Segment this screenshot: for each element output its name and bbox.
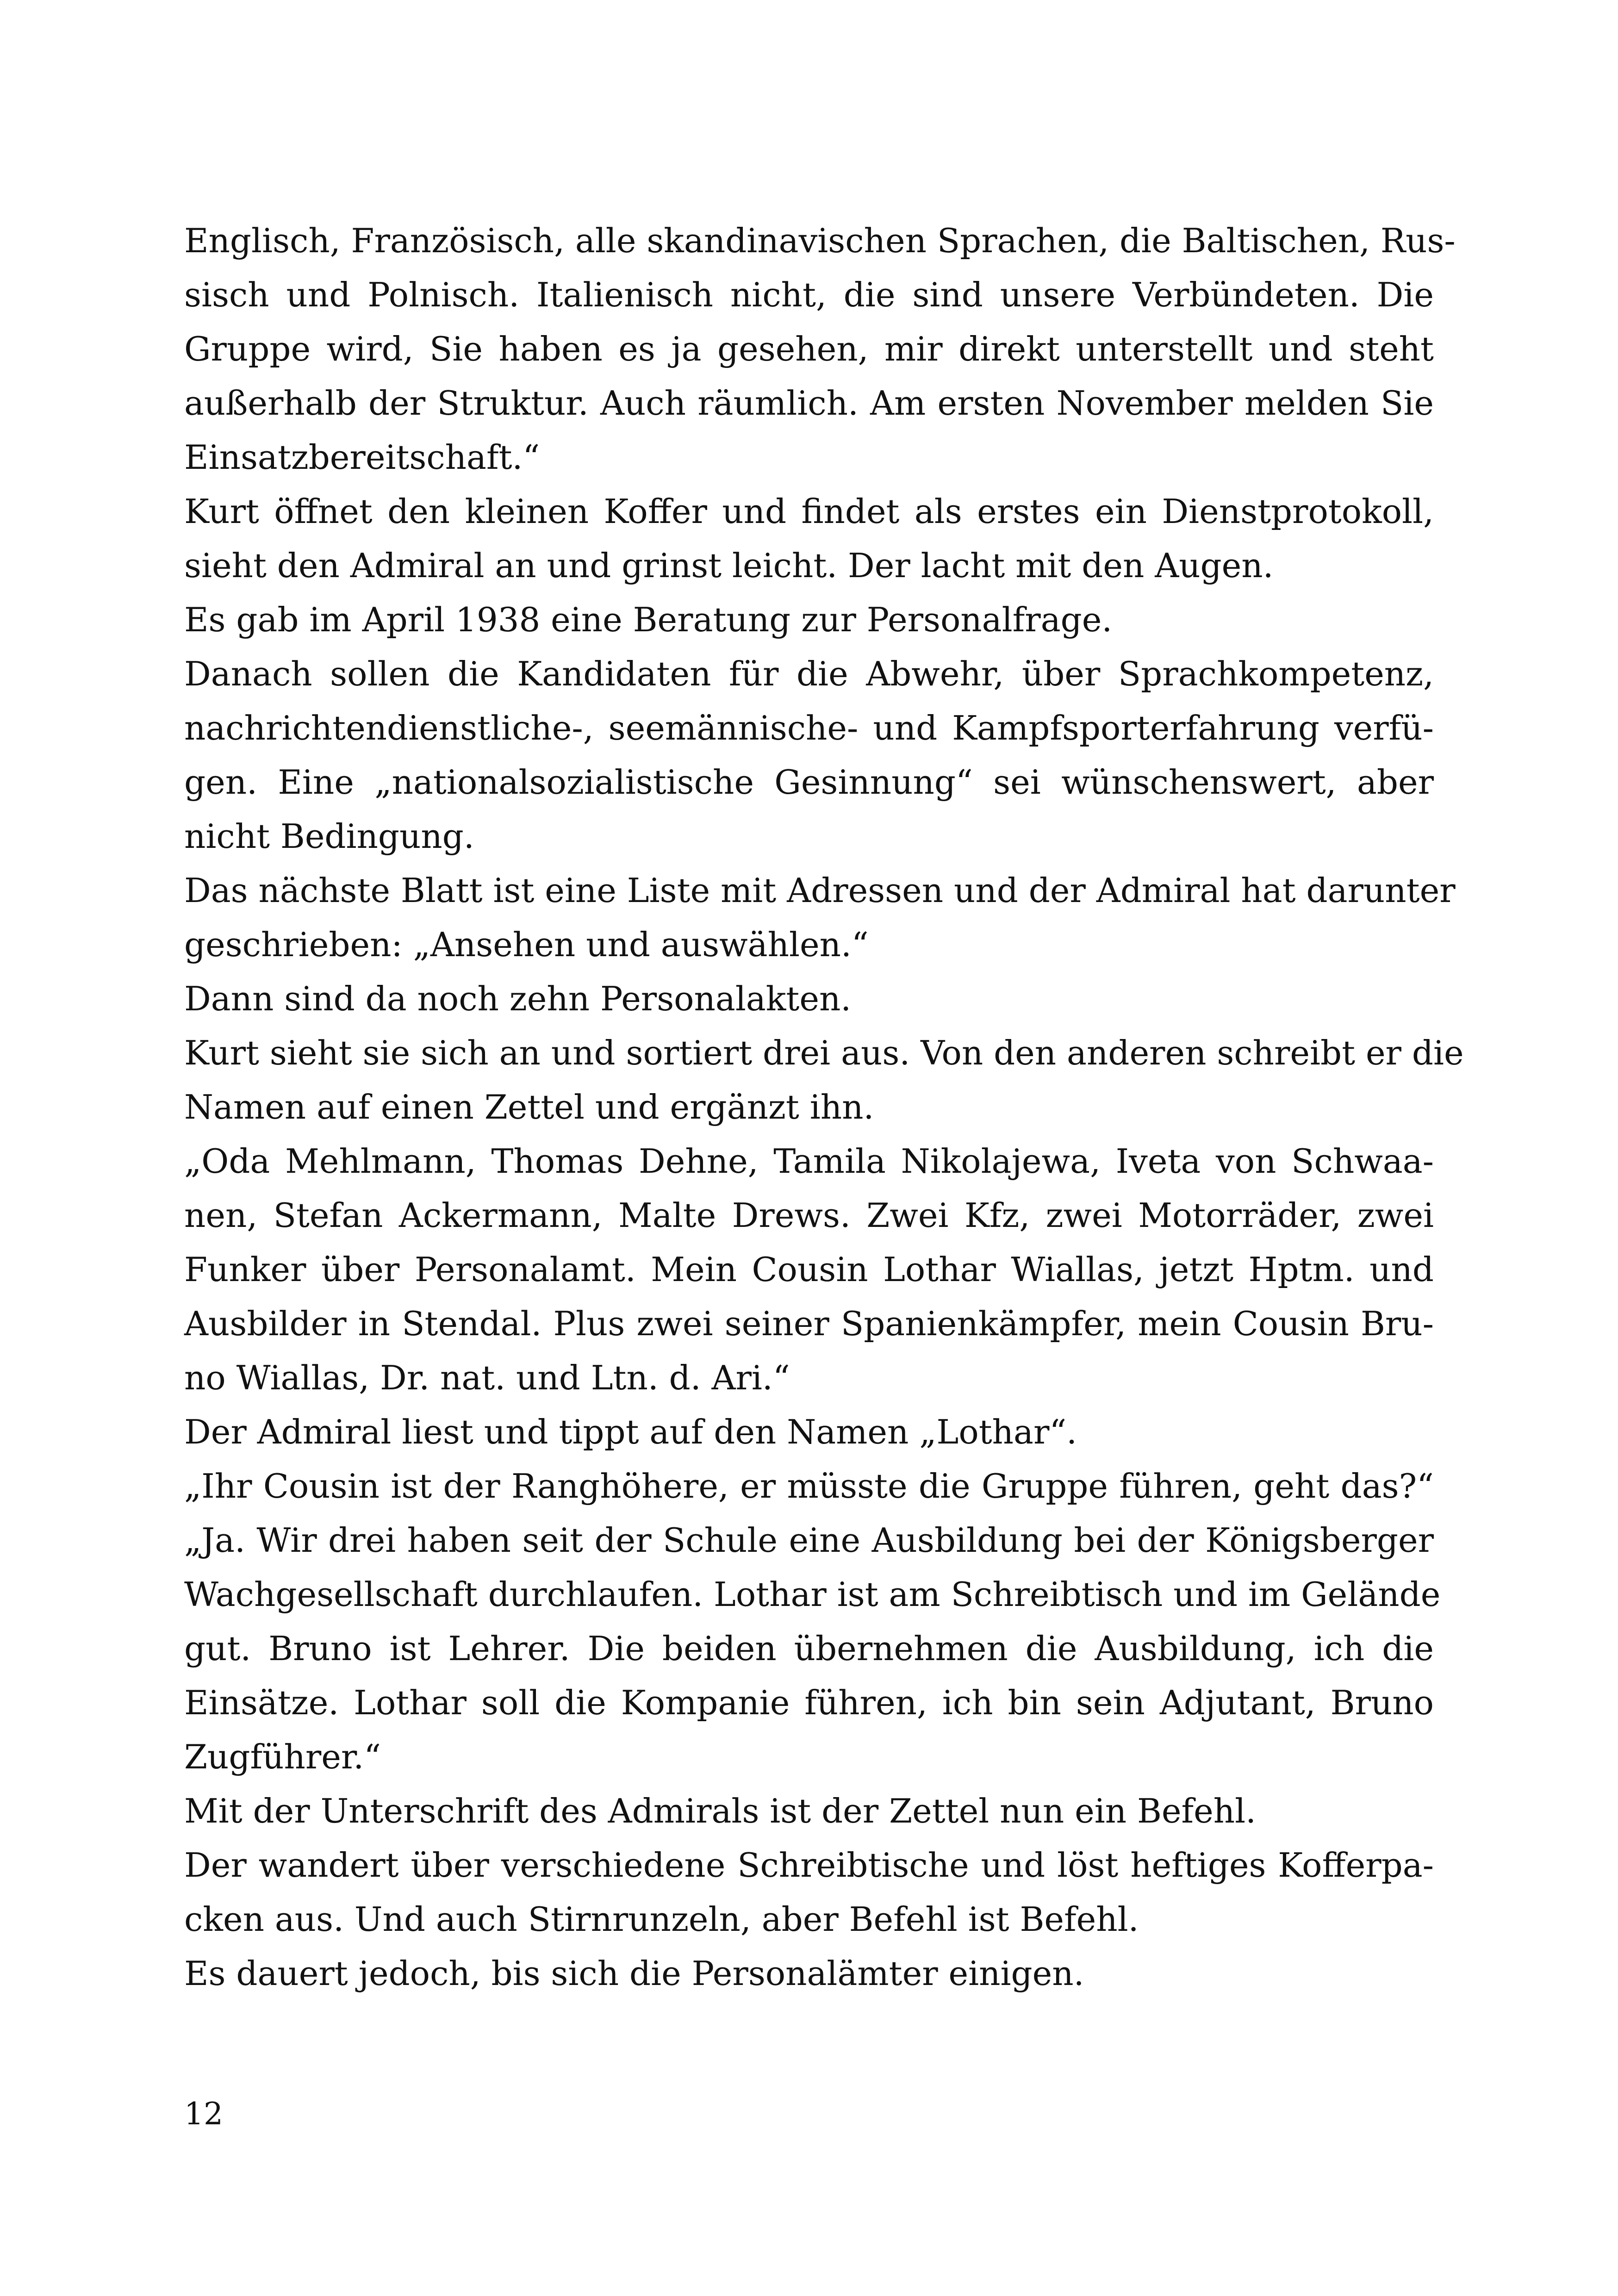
text-line: Wachgesellschaft durchlaufen. Lothar ist am Schreibtisch und im Gelände [184, 1575, 1441, 1614]
text-line: Das nächste Blatt ist eine Liste mit Adressen und der Admiral hat darunter [184, 871, 1456, 910]
text-line: sisch und Polnisch. Italienisch nicht, die sind unsere Verbündeten. Die [184, 275, 1434, 314]
text-line: gen. Eine „nationalsozialistische Gesinnung“ sei wünschenswert, aber [184, 763, 1434, 802]
text-line: „Oda Mehlmann, Thomas Dehne, Tamila Nikolajewa, Iveta von Schwaa- [184, 1142, 1434, 1181]
text-line: cken aus. Und auch Stirnrunzeln, aber Befehl ist Befehl. [184, 1900, 1139, 1939]
text-line: Danach sollen die Kandidaten für die Abwehr, über Sprachkompetenz, [184, 654, 1434, 693]
text-line: nen, Stefan Ackermann, Malte Drews. Zwei Kfz, zwei Motorräder, zwei [184, 1196, 1434, 1235]
text-line: Es gab im April 1938 eine Beratung zur Personalfrage. [184, 600, 1113, 639]
text-line: gut. Bruno ist Lehrer. Die beiden übernehmen die Ausbildung, ich die [184, 1629, 1434, 1668]
page-number: 12 [184, 2096, 223, 2132]
text-line: no Wiallas, Dr. nat. und Ltn. d. Ari.“ [184, 1358, 790, 1397]
body-text [184, 214, 1464, 2001]
text-line: Englisch, Französisch, alle skandinavischen Sprachen, die Baltischen, Rus- [184, 221, 1456, 260]
text-line: Namen auf einen Zettel und ergänzt ihn. [184, 1088, 874, 1126]
text-line: Der wandert über verschiedene Schreibtische und löst heftiges Kofferpa- [184, 1846, 1434, 1885]
text-line: Gruppe wird, Sie haben es ja gesehen, mir direkt unterstellt und steht [184, 330, 1434, 368]
text-line: „Ja. Wir drei haben seit der Schule eine Ausbildung bei der Königsberger [184, 1521, 1434, 1560]
text-line: Mit der Unterschrift des Admirals ist der Zettel nun ein Befehl. [184, 1792, 1257, 1830]
text-line: „Ihr Cousin ist der Ranghöhere, er müsste die Gruppe führen, geht das?“ [184, 1467, 1434, 1506]
text-line: sieht den Admiral an und grinst leicht. Der lacht mit den Augen. [184, 546, 1274, 585]
text-line: Der Admiral liest und tippt auf den Namen „Lothar“. [184, 1412, 1077, 1451]
text-line: außerhalb der Struktur. Auch räumlich. Am ersten November melden Sie [184, 384, 1434, 423]
text-line: nicht Bedingung. [184, 817, 474, 856]
text-line: Funker über Personalamt. Mein Cousin Lothar Wiallas, jetzt Hptm. und [184, 1250, 1434, 1289]
text-line: Kurt öffnet den kleinen Koffer und findet als erstes ein Dienstprotokoll, [184, 492, 1434, 531]
text-line: nachrichtendienstliche-, seemännische- und Kampfsporterfahrung verfü- [184, 709, 1434, 747]
text-line: Ausbilder in Stendal. Plus zwei seiner Spanienkämpfer, mein Cousin Bru- [184, 1304, 1434, 1343]
text-line: Zugführer.“ [184, 1737, 381, 1776]
text-line: Dann sind da noch zehn Personalakten. [184, 979, 852, 1018]
text-line: Einsatzbereitschaft.“ [184, 438, 540, 477]
text-line: geschrieben: „Ansehen und auswählen.“ [184, 925, 869, 964]
text-line: Kurt sieht sie sich an und sortiert drei aus. Von den anderen schreibt er die [184, 1033, 1464, 1072]
text-line: Es dauert jedoch, bis sich die Personalämter einigen. [184, 1954, 1084, 1993]
text-line: Einsätze. Lothar soll die Kompanie führen, ich bin sein Adjutant, Bruno [184, 1683, 1434, 1722]
